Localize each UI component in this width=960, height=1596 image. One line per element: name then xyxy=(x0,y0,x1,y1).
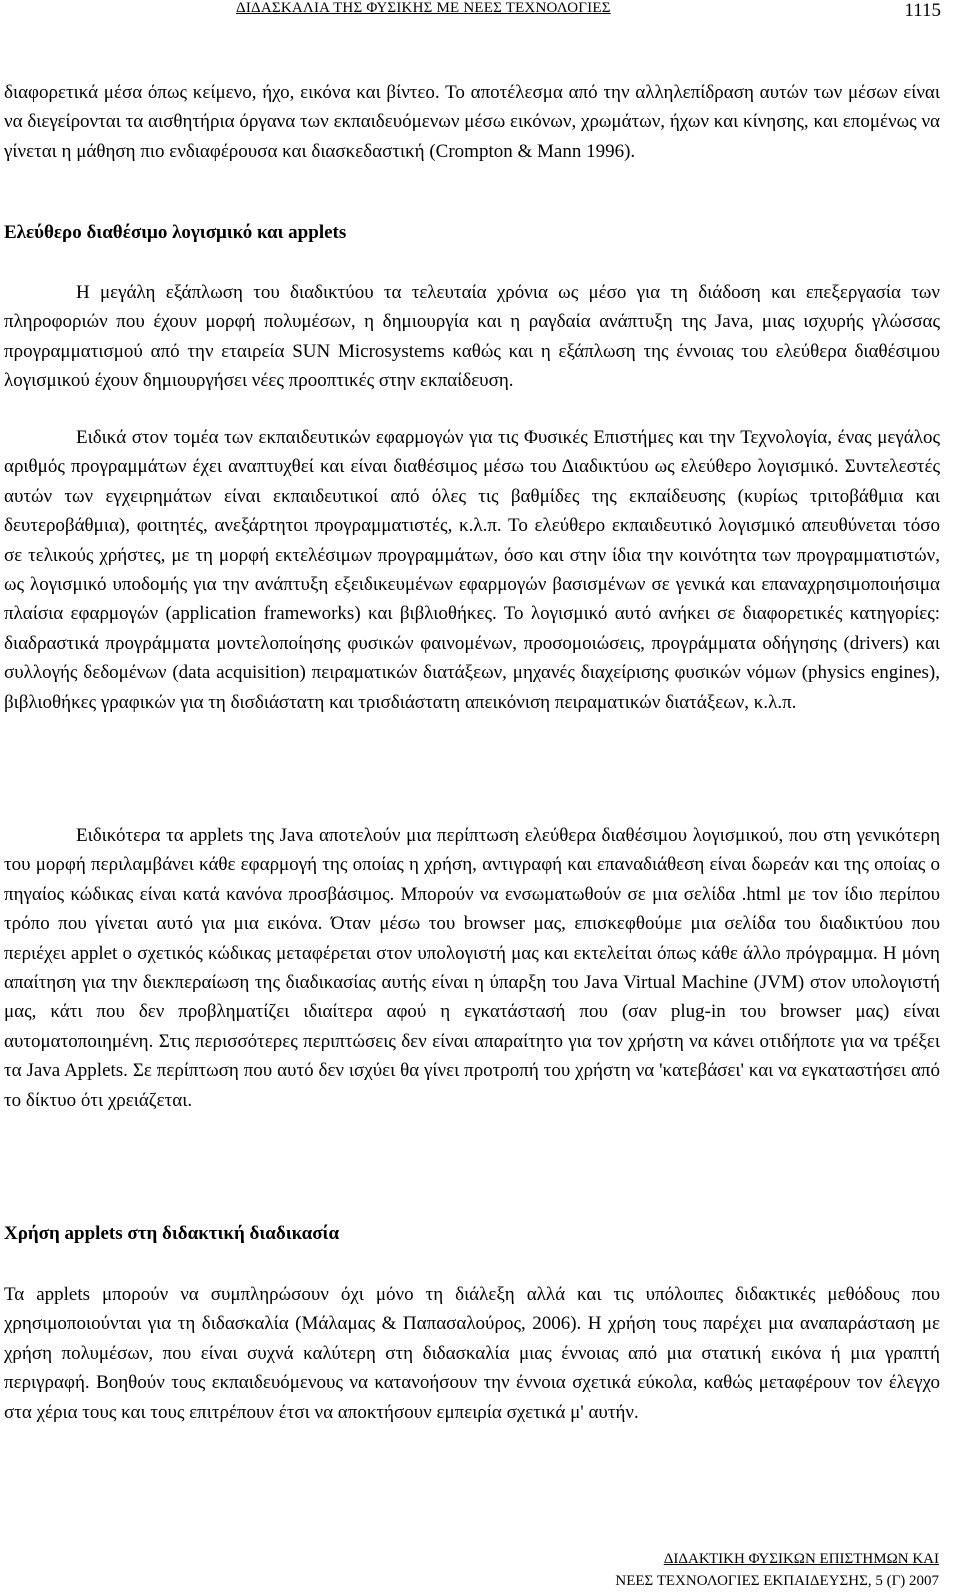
paragraph-web-expansion: Η μεγάλη εξάπλωση του διαδικτύου τα τελευταία χρόνια ως μέσο για τη διάδοση και επεξεργασία των πληροφοριών που έχουν μορφή πολυμέσων, η δημιουργία και η ραγδαία ανάπτυξη της Java, μιας ισχυρής γλώσσας προγραμματισμού από την εταιρεία SUN Microsystems καθώς και η εξάπλωση της έννοιας του ελεύθερα διαθέσιμου λογισμικού έχουν δημιουργήσει νέες προοπτικές στην εκπαίδευση. xyxy=(4,282,940,392)
page-number: 1115 xyxy=(904,0,941,21)
footer-journal-line-2: ΝΕΕΣ ΤΕΧΝΟΛΟΓΙΕΣ ΕΚΠΑΙΔΕΥΣΗΣ, 5 (Γ) 2007 xyxy=(615,1573,939,1589)
paragraph-applets-teaching: Τα applets μπορούν να συμπληρώσουν όχι μόνο τη διάλεξη αλλά και τις υπόλοιπες διδακτικές μεθόδους που χρησιμοποιούνται για τη διδασκαλία (Μάλαμας & Παπασαλούρος, 2006). Η χρήση τους παρέχει μια αναπαράσταση με χρήση πολυμέσων, που είναι συχνά καλύτερη στη διδασκαλία μιας έννοιας από μια στατική εικόνα ή μια γραπτή περιγραφή. Βοηθούν τους εκπαιδευόμενους να κατανοήσουν την έννοια σχετικά εύκολα, καθώς μεταφέρουν τον έλεγχο στα χέρια τους και τους επιτρέπουν έτσι να αποκτήσουν εμπειρία σχετικά μ' αυτήν. xyxy=(4,1284,940,1423)
section-heading-applets-teaching: Χρήση applets στη διδακτική διαδικασία xyxy=(4,1223,340,1244)
footer-journal-line-1: ΔΙΔΑΚΤΙΚΗ ΦΥΣΙΚΩΝ ΕΠΙΣΤΗΜΩΝ ΚΑΙ xyxy=(663,1551,939,1567)
running-footer xyxy=(615,1548,939,1592)
paragraph-java-applets: Ειδικότερα τα applets της Java αποτελούν μια περίπτωση ελεύθερα διαθέσιμου λογισμικού, που στη γενικότερη του μορφή περιλαμβάνει κάθε εφαρμογή της οποίας η χρήση, αντιγραφή και επαναδιάθεση είναι δωρεάν και της οποίας ο πηγαίος κώδικας είναι κατά κανόνα προσβάσιμος. Μπορούν να ενσωματωθούν σε μια σελίδα .html με τον ίδιο περίπου τρόπο που γίνεται αυτό για μια εικόνα. Όταν μέσω του browser μας, επισκεφθούμε μια σελίδα του διαδικτύου που περιέχει applet ο σχετικός κώδικας μεταφέρεται στον υπολογιστή μας και εκτελείται όπως κάθε άλλο πρόγραμμα. Η μόνη απαίτηση για την διεκπεραίωση της διαδικασίας αυτής είναι η ύπαρξη του Java Virtual Machine (JVM) στον υπολογιστή μας, κάτι που δεν προβληματίζει ιδιαίτερα αφού η εγκατάστασή που (σαν plug-in του browser μας) είναι αυτοματοποιημένη. Στις περισσότερες περιπτώσεις δεν είναι απαραίτητο για τον χρήστη να κάνει οτιδήποτε για να τρέξει τα Java Applets. Σε περίπτωση που αυτό δεν ισχύει θα γίνει προτροπή του χρήστη να 'κατεβάσει' και να εγκαταστήσει από το δίκτυο ότι χρειάζεται. xyxy=(4,825,940,1111)
paragraph-educational-software: Ειδικά στον τομέα των εκπαιδευτικών εφαρμογών για τις Φυσικές Επιστήμες και την Τεχνολογία, ένας μεγάλος αριθμός προγραμμάτων έχει αναπτυχθεί και είναι διαθέσιμος μέσω του Διαδικτύου ως ελεύθερο λογισμικό. Συντελεστές αυτών των εγχειρημάτων είναι εκπαιδευτικοί από όλες τις βαθμίδες της εκπαίδευσης (κυρίως τριτοβάθμια και δευτεροβάθμια), φοιτητές, ανεξάρτητοι προγραμματιστές, κ.λ.π. Το ελεύθερο εκπαιδευτικό λογισμικό απευθύνεται τόσο σε τελικούς χρήστες, με τη μορφή εκτελέσιμων προγραμμάτων, όσο και στην ίδια την κοινότητα των προγραμματιστών, ως λογισμικό υποδομής για την ανάπτυξη εξειδικευμένων εφαρμογών βασισμένων σε γενικά και επαναχρησιμοποιήσιμα πλαίσια εφαρμογών (application frameworks) και βιβλιοθήκες. Το λογισμικό αυτό ανήκει σε διαφορετικές κατηγορίες: διαδραστικά προγράμματα μοντελοποίησης φυσικών φαινομένων, προσομοιώσεις, προγράμματα οδήγησης (drivers) και συλλογής δεδομένων (data acquisition) πειραματικών διατάξεων, μηχανές διαχείρισης φυσικών νόμων (physics engines), βιβλιοθήκες γραφικών για τη δισδιάστατη και τρισδιάστατη απεικόνιση πειραματικών διατάξεων, κ.λ.π. xyxy=(4,427,940,713)
section-heading-free-software: Ελεύθερο διαθέσιμο λογισμικό και applets xyxy=(4,222,347,243)
running-header: ΔΙΔΑΣΚΑΛΙΑ ΤΗΣ ΦΥΣΙΚΗΣ ΜΕ ΝΕΕΣ ΤΕΧΝΟΛΟΓΙΕΣ xyxy=(236,0,611,16)
intro-paragraph: διαφορετικά μέσα όπως κείμενο, ήχο, εικόνα και βίντεο. Το αποτέλεσμα από την αλληλεπίδραση αυτών των μέσων είναι να διεγείρονται τα αισθητήρια όργανα των εκπαιδευόμενων μέσω εικόνων, χρωμάτων, ήχων και κίνησης, και επομένως να γίνεται η μάθηση πιο ενδιαφέρουσα και διασκεδαστική (Crompton & Mann 1996). xyxy=(4,82,940,162)
